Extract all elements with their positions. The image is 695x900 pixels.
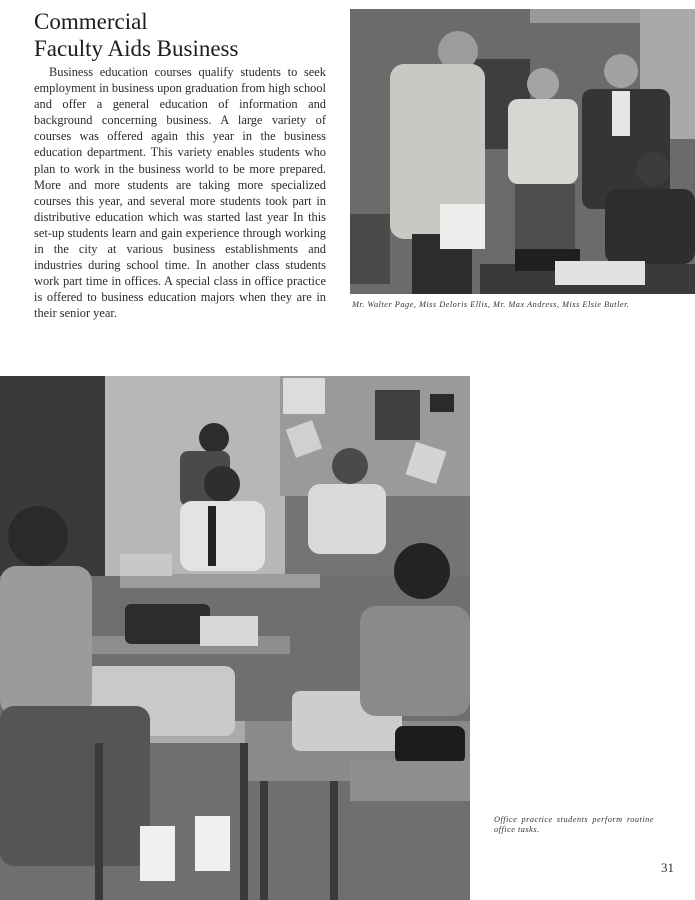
article-title (34, 8, 344, 62)
title-line-2: Faculty Aids Business (34, 36, 239, 61)
faculty-photo (350, 9, 695, 294)
office-practice-caption: Office practice students perform routine office tasks. (494, 815, 654, 834)
office-practice-photo-illustration (0, 376, 470, 900)
faculty-caption: Mr. Walter Page, Miss Deloris Ellis, Mr. Max Andress, Miss Elsie Butler. (352, 300, 630, 309)
title-line-1: Commercial (34, 9, 148, 34)
faculty-photo-illustration (350, 9, 695, 294)
page-number: 31 (661, 860, 674, 875)
office-practice-photo (0, 376, 470, 900)
article-body: Business education courses qualify students to seek employment in business upon graduation from high school and offer a general education of information and background concerning business. A large variety of courses was offered again this year in the business education department. This variety enables students who plan to work in the business world to be more prepared. More and more students are taking more specialized courses this year, and several more students took part in distributive education which was started last year In this set-up students learn and gain experience through working in the city at various business establishments and industries during school time. In another class students work part time in offices. A special class in office practice is offered to business education majors when they are in their senior year. (34, 65, 326, 321)
